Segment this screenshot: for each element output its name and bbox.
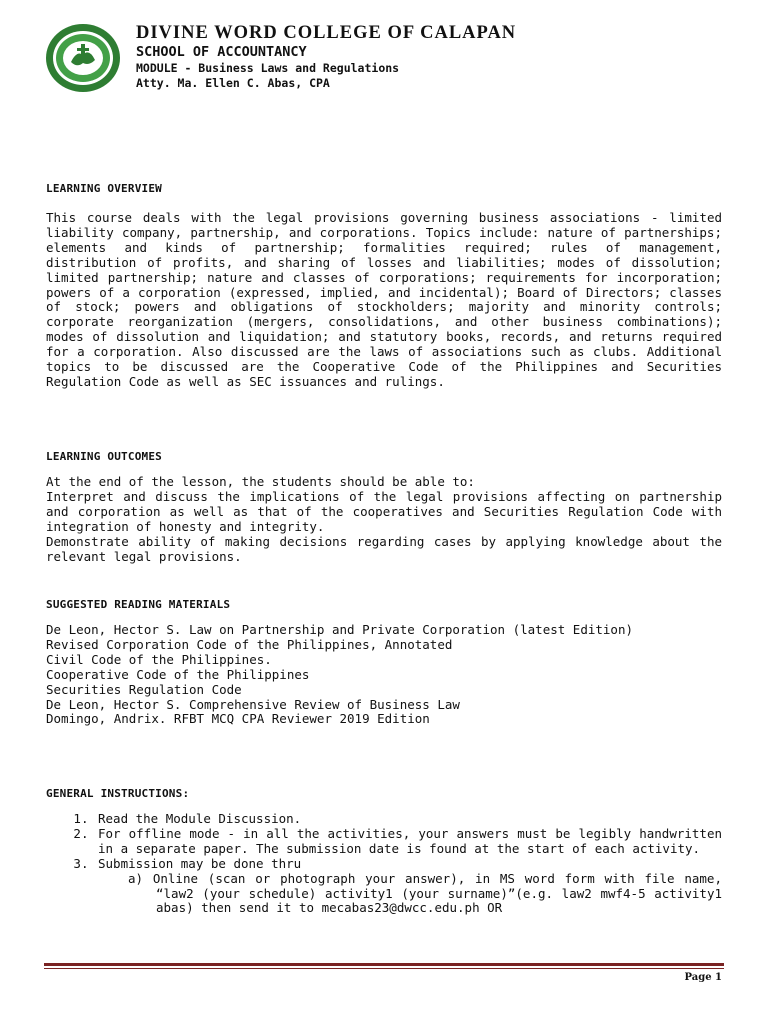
reading-item: De Leon, Hector S. Law on Partnership and Private Corporation (latest Edition) <box>46 622 633 637</box>
section-title: SUGGESTED READING MATERIALS <box>46 598 231 611</box>
reading-item: De Leon, Hector S. Comprehensive Review of Business Law <box>46 696 460 712</box>
reading-item: Revised Corporation Code of the Philippines, Annotated <box>46 636 453 652</box>
page-number: Page 1 <box>684 972 722 983</box>
submission-option: a) Online (scan or photograph your answer), in MS word form with file name, “law2 (your schedule) activity1 (your surname)”(e.g. law2 mwf4-5 activity1 abas) then send it to mecabas23@dwcc.edu.ph OR <box>128 870 722 916</box>
general-instructions-section <box>46 787 722 916</box>
outcome-item: Demonstrate ability of making decisions regarding cases by applying knowledge about the relevant legal provisions. <box>46 533 722 564</box>
submission-options-list <box>98 872 722 917</box>
section-title: LEARNING OUTCOMES <box>46 450 162 463</box>
learning-outcomes-section <box>46 450 722 564</box>
module-title: MODULE - Business Laws and Regulations <box>136 61 400 75</box>
instruction-item: 3. Submission may be done thru a) Online (scan or photograph your answer), in MS word form with file name, “law2 (your schedule) activity1 (your surname)”(e.g. law2 mwf4-5 activity1 abas) then send it to mecabas23@dwcc.edu.ph OR <box>96 857 722 917</box>
section-title: GENERAL INSTRUCTIONS: <box>46 787 190 800</box>
outcomes-intro: At the end of the lesson, the students should be able to: <box>46 474 475 489</box>
instruction-item: 2. For offline mode - in all the activities, your answers must be legibly handwritten in a separate paper. The submission date is found at the start of each activity. <box>96 827 722 857</box>
school-name: SCHOOL OF ACCOUNTANCY <box>136 44 307 60</box>
college-seal-logo <box>44 22 122 94</box>
college-name: DIVINE WORD COLLEGE OF CALAPAN <box>136 23 517 43</box>
footer-divider <box>44 963 724 969</box>
document-header <box>136 22 516 91</box>
instructions-list <box>46 812 722 916</box>
reading-item: Civil Code of the Philippines. <box>46 651 272 667</box>
reading-materials-section <box>46 598 722 727</box>
reading-item: Securities Regulation Code <box>46 681 242 697</box>
instruction-item: 1. Read the Module Discussion. <box>96 812 722 827</box>
reading-item: Cooperative Code of the Philippines <box>46 666 310 682</box>
instructor-name: Atty. Ma. Ellen C. Abas, CPA <box>136 76 330 90</box>
outcome-item: Interpret and discuss the implications of the legal provisions affecting on partnership and corporation as well as that of the cooperatives and Securities Regulation Code with integration of honesty and integrity. <box>46 488 722 534</box>
section-title: LEARNING OVERVIEW <box>46 182 162 195</box>
reading-item: Domingo, Andrix. RFBT MCQ CPA Reviewer 2019 Edition <box>46 711 430 727</box>
overview-paragraph: This course deals with the legal provisions governing business associations - limited liability company, partnership, and corporations. Topics include: nature of partnerships; elements and kinds of partnership; formalities required; rules of management, distribution of profits, and sharing of losses and liabilities; modes of dissolution; limited partnership; nature and classes of corporations; requirements for incorporation; powers of a corporation (expressed, implied, and incidental); Board of Directors; classes of stock; powers and obligations of stockholders; majority and minority controls; corporate reorganization (mergers, consolidations, and other business combinations); modes of dissolution and liquidation; and statutory books, records, and returns required for a corporation. Also discussed are the laws of associations such as clubs. Additional topics to be discussed are the Cooperative Code of the Philippines and Securities Regulation Code as well as SEC issuances and rulings. <box>46 210 722 389</box>
learning-overview-section <box>46 182 722 390</box>
